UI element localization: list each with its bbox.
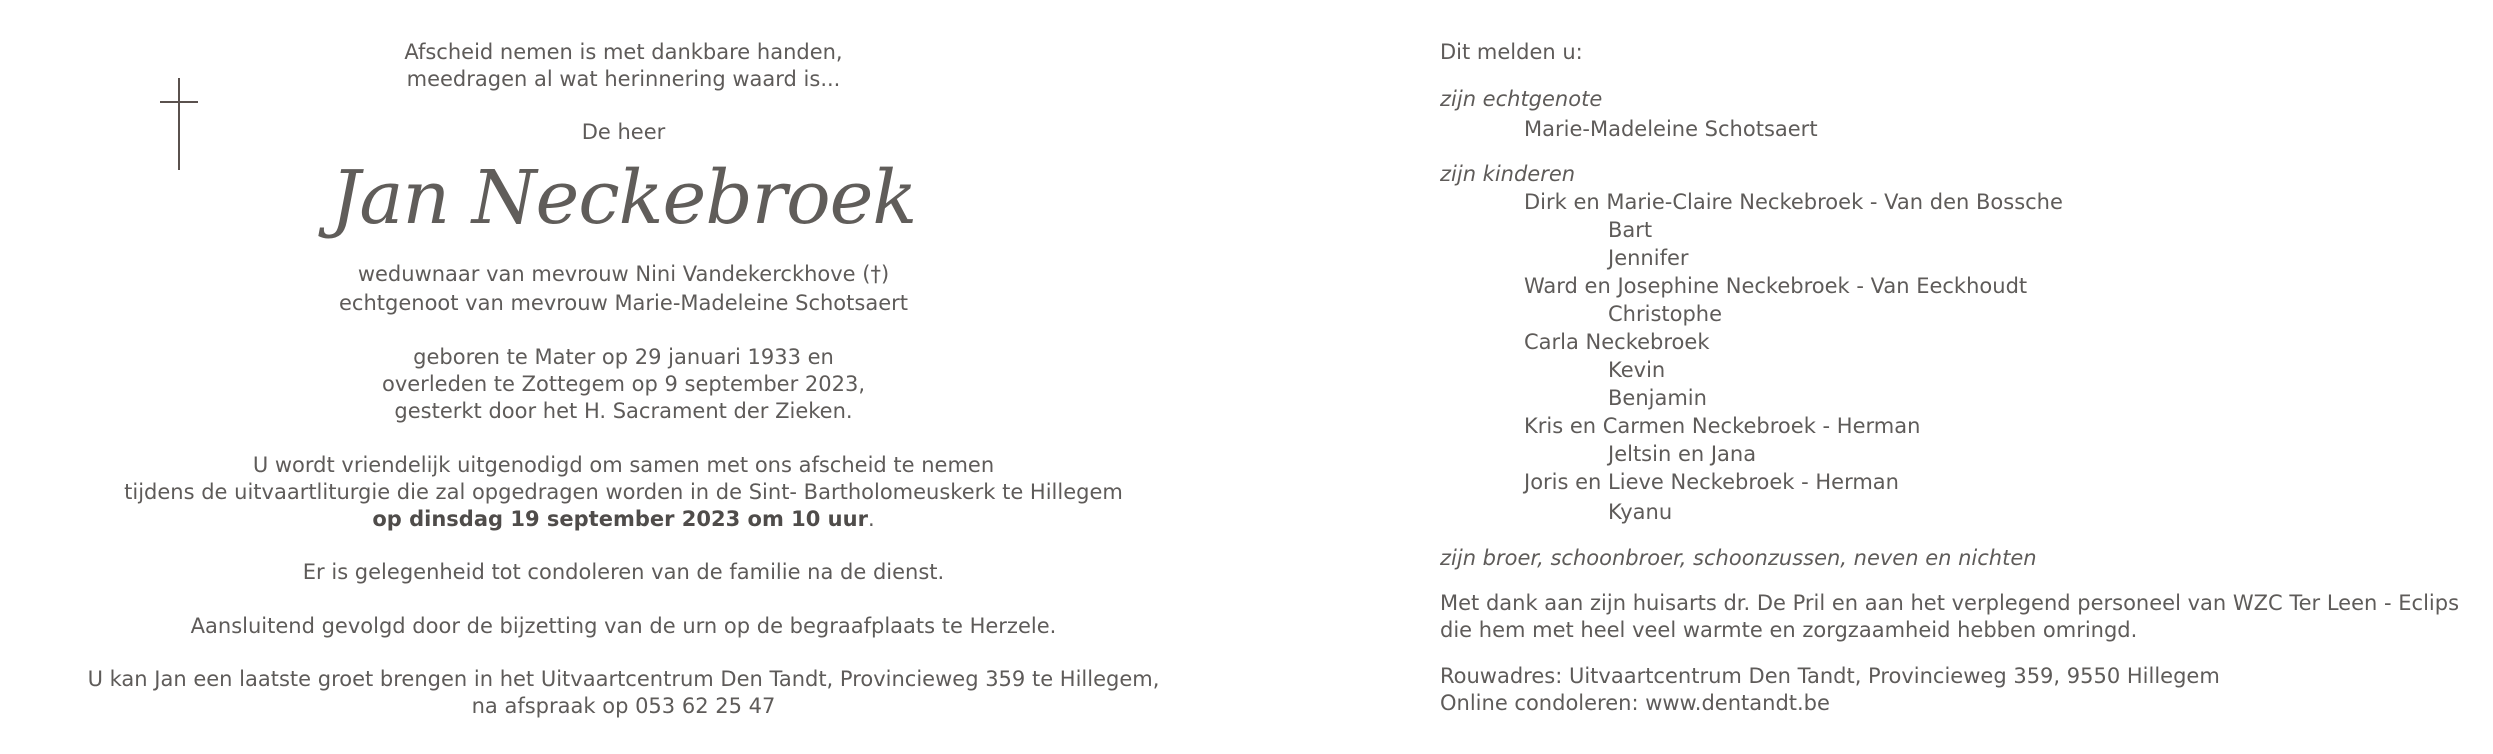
family-note: zijn broer, schoonbroer, schoonzussen, neven en nichten — [1440, 546, 2037, 570]
child-name: Dirk en Marie-Claire Neckebroek - Van den Bossche — [1524, 190, 2063, 214]
relation-line-1: weduwnaar van mevrouw Nini Vandekerckhove (†) — [357, 262, 890, 286]
child-name: Kris en Carmen Neckebroek - Herman — [1524, 414, 1921, 438]
children-heading: zijn kinderen — [1440, 162, 1576, 186]
invitation-line-1: U wordt vriendelijk uitgenodigd om samen met ons afscheid te nemen — [252, 453, 995, 477]
quote-line-1: Afscheid nemen is met dankbare handen, — [404, 40, 843, 64]
quote-line-2: meedragen al wat herinnering waard is... — [406, 67, 841, 91]
child-name: Carla Neckebroek — [1524, 330, 1710, 354]
grandchild-name: Jennifer — [1608, 246, 1689, 270]
grandchild-name: Jeltsin en Jana — [1608, 442, 1757, 466]
thanks-line-2: die hem met heel veel warmte en zorgzaamheid hebben omringd. — [1440, 618, 2138, 642]
right-page — [1247, 0, 2493, 754]
spouse-name: Marie-Madeleine Schotsaert — [1524, 117, 1818, 141]
life-line-3: gesterkt door het H. Sacrament der Zieken. — [394, 399, 853, 423]
spouse-heading: zijn echtgenote — [1440, 87, 1603, 111]
funeral-date: op dinsdag 19 september 2023 om 10 uur — [372, 507, 868, 531]
visit-line-2: na afspraak op 053 62 25 47 — [471, 694, 776, 718]
life-line-1: geboren te Mater op 29 januari 1933 en — [413, 345, 834, 369]
salutation: De heer — [581, 120, 666, 144]
invitation-line-2: tijdens de uitvaartliturgie die zal opgedragen worden in de Sint- Bartholomeuskerk te Hillegem — [124, 480, 1123, 504]
child-name: Joris en Lieve Neckebroek - Herman — [1524, 470, 1899, 494]
grandchild-name: Kyanu — [1608, 500, 1673, 524]
visit-line-1: U kan Jan een laatste groet brengen in het Uitvaartcentrum Den Tandt, Provincieweg 359 te Hillegem, — [87, 667, 1160, 691]
deceased-name: Jan Neckebroek — [330, 155, 917, 241]
thanks-line-1: Met dank aan zijn huisarts dr. De Pril en aan het verplegend personeel van WZC Ter Leen - Eclips — [1440, 591, 2460, 615]
online-condolences: Online condoleren: www.dentandt.be — [1440, 691, 1830, 715]
intro: Dit melden u: — [1440, 40, 1583, 64]
child-name: Ward en Josephine Neckebroek - Van Eeckhoudt — [1524, 274, 2028, 298]
mourning-address: Rouwadres: Uitvaartcentrum Den Tandt, Provincieweg 359, 9550 Hillegem — [1440, 664, 2220, 688]
grandchild-name: Kevin — [1608, 358, 1666, 382]
grandchild-name: Christophe — [1608, 302, 1723, 326]
grandchild-name: Bart — [1608, 218, 1653, 242]
grandchild-name: Benjamin — [1608, 386, 1707, 410]
funeral-date-suffix: . — [867, 507, 875, 531]
condolences-note: Er is gelegenheid tot condoleren van de familie na de dienst. — [302, 560, 945, 584]
funeral-date-line — [0, 505, 1247, 533]
burial-note: Aansluitend gevolgd door de bijzetting van de urn op de begraafplaats te Herzele. — [190, 614, 1057, 638]
relation-line-2: echtgenoot van mevrouw Marie-Madeleine Schotsaert — [339, 291, 908, 315]
life-line-2: overleden te Zottegem op 9 september 2023, — [381, 372, 866, 396]
